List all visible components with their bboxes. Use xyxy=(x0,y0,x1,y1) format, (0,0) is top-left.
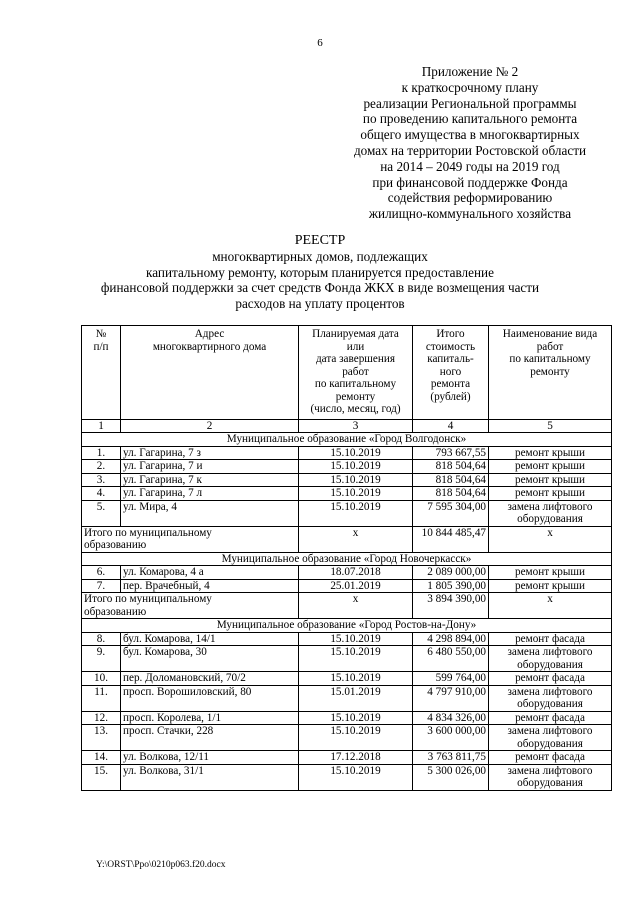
row-address: ул. Гагарина, 7 л xyxy=(121,487,299,501)
row-number: 11. xyxy=(82,685,121,711)
row-number: 4. xyxy=(82,487,121,501)
total-work-type: x xyxy=(489,526,612,552)
header-line: многоквартирного дома xyxy=(152,340,267,353)
row-number: 1. xyxy=(82,446,121,460)
row-date: 15.10.2019 xyxy=(299,446,413,460)
table-row xyxy=(82,672,612,686)
total-cost: 3 894 390,00 xyxy=(413,593,489,619)
row-work-type xyxy=(489,460,612,474)
header-line: стоимость xyxy=(425,340,476,353)
row-work-type xyxy=(489,487,612,501)
row-address: просп. Королева, 1/1 xyxy=(121,711,299,725)
row-address: пер. Врачебный, 4 xyxy=(121,579,299,593)
header-line: п/п xyxy=(93,340,109,353)
work-type-line: ремонт фасада xyxy=(515,751,585,763)
work-type-line: замена лифтового xyxy=(507,500,593,513)
row-number: 15. xyxy=(82,764,121,790)
work-type-line: замена лифтового xyxy=(507,646,593,658)
row-cost: 793 667,55 xyxy=(413,446,489,460)
appendix-line: по проведению капитального ремонта xyxy=(362,111,578,127)
register-subtitle-line: расходов на уплату процентов xyxy=(235,296,405,312)
header-date xyxy=(299,326,413,420)
work-type-line: ремонт крыши xyxy=(514,579,586,592)
table-row xyxy=(82,473,612,487)
header-line: Планируемая дата xyxy=(312,328,399,340)
header-line: Итого xyxy=(436,328,465,340)
header-work-type xyxy=(489,326,612,420)
total-label xyxy=(82,526,299,552)
row-cost: 3 600 000,00 xyxy=(413,725,489,751)
row-work-type xyxy=(489,632,612,646)
row-cost: 3 763 811,75 xyxy=(413,751,489,765)
row-date: 15.10.2019 xyxy=(299,672,413,686)
header-line: ремонту xyxy=(530,365,570,378)
total-row xyxy=(82,526,612,552)
work-type-line: замена лифтового xyxy=(507,725,593,737)
register-table xyxy=(81,325,612,791)
row-address: просп. Ворошиловский, 80 xyxy=(121,685,299,711)
work-type-line: замена лифтового xyxy=(507,685,593,698)
row-work-type xyxy=(489,685,612,711)
row-number: 5. xyxy=(82,500,121,526)
total-date: x xyxy=(299,526,413,552)
column-number: 3 xyxy=(299,419,413,433)
section-title: Муниципальное образование «Город Волгодонск» xyxy=(82,433,612,447)
row-number: 14. xyxy=(82,751,121,765)
total-label-line: Итого по муниципальному xyxy=(84,526,212,539)
row-work-type xyxy=(489,446,612,460)
work-type-line: замена лифтового xyxy=(507,764,593,777)
table-body xyxy=(82,433,612,791)
register-subtitle xyxy=(60,249,580,312)
page-number: 6 xyxy=(317,37,323,49)
row-work-type xyxy=(489,500,612,526)
header-address xyxy=(121,326,299,420)
file-path-footer: Y:\ORST\Ppo\0210p063.f20.docx xyxy=(96,860,226,870)
header-line: (число, месяц, год) xyxy=(310,403,401,415)
row-cost: 599 764,00 xyxy=(413,672,489,686)
row-address: ул. Волкова, 31/1 xyxy=(121,764,299,790)
header-line: ного xyxy=(439,365,462,378)
table-header-row xyxy=(82,326,612,420)
row-cost: 4 797 910,00 xyxy=(413,685,489,711)
row-address: просп. Стачки, 228 xyxy=(121,725,299,751)
work-type-line: ремонт крыши xyxy=(514,460,586,472)
column-number: 2 xyxy=(121,419,299,433)
section-title: Муниципальное образование «Город Новочеркасск» xyxy=(82,552,612,566)
row-date: 15.10.2019 xyxy=(299,487,413,501)
row-work-type xyxy=(489,566,612,580)
work-type-line: оборудования xyxy=(517,737,583,750)
row-cost: 4 298 894,00 xyxy=(413,632,489,646)
row-number: 2. xyxy=(82,460,121,474)
header-number xyxy=(82,326,121,420)
column-number: 5 xyxy=(489,419,612,433)
header-line: дата завершения xyxy=(315,353,396,365)
row-work-type xyxy=(489,711,612,725)
appendix-line: общего имущества в многоквартирных xyxy=(360,127,580,143)
total-work-type: x xyxy=(489,593,612,619)
row-address: ул. Комарова, 4 а xyxy=(121,566,299,580)
row-work-type xyxy=(489,672,612,686)
row-date: 15.01.2019 xyxy=(299,685,413,711)
row-address: бул. Комарова, 14/1 xyxy=(121,632,299,646)
table-row xyxy=(82,460,612,474)
total-cost: 10 844 485,47 xyxy=(413,526,489,552)
header-line: ремонта xyxy=(430,378,471,390)
total-date: x xyxy=(299,593,413,619)
header-line: (рублей) xyxy=(430,390,471,403)
total-label-line: Итого по муниципальному xyxy=(84,593,212,605)
row-date: 15.10.2019 xyxy=(299,500,413,526)
row-address: ул. Гагарина, 7 з xyxy=(121,446,299,460)
table-row xyxy=(82,632,612,646)
work-type-line: ремонт фасада xyxy=(515,711,585,724)
table-row xyxy=(82,685,612,711)
column-number: 4 xyxy=(413,419,489,433)
row-work-type xyxy=(489,725,612,751)
row-date: 15.10.2019 xyxy=(299,764,413,790)
row-work-type xyxy=(489,646,612,672)
register-heading: РЕЕСТР xyxy=(294,233,346,248)
row-number: 13. xyxy=(82,725,121,751)
row-number: 7. xyxy=(82,579,121,593)
column-number: 1 xyxy=(82,419,121,433)
total-row xyxy=(82,593,612,619)
table-row xyxy=(82,446,612,460)
row-address: пер. Доломановский, 70/2 xyxy=(121,672,299,686)
table-row xyxy=(82,500,612,526)
header-line: Наименование вида xyxy=(502,328,598,340)
row-work-type xyxy=(489,751,612,765)
row-number: 10. xyxy=(82,672,121,686)
table-row xyxy=(82,725,612,751)
row-number: 8. xyxy=(82,632,121,646)
appendix-block xyxy=(320,64,620,222)
header-line: или xyxy=(346,340,365,353)
header-line: по капитальному xyxy=(509,353,591,365)
row-number: 12. xyxy=(82,711,121,725)
row-cost: 818 504,64 xyxy=(413,473,489,487)
row-cost: 1 805 390,00 xyxy=(413,579,489,593)
row-date: 18.07.2018 xyxy=(299,566,413,580)
work-type-line: оборудования xyxy=(517,777,583,789)
row-date: 25.01.2019 xyxy=(299,579,413,593)
row-number: 6. xyxy=(82,566,121,580)
table-row xyxy=(82,566,612,580)
section-title: Муниципальное образование «Город Ростов-на-Дону» xyxy=(82,619,612,633)
row-cost: 4 834 326,00 xyxy=(413,711,489,725)
row-cost: 818 504,64 xyxy=(413,460,489,474)
appendix-line: домах на территории Ростовской области xyxy=(353,142,587,158)
appendix-line: реализации Региональной программы xyxy=(363,95,577,111)
appendix-line: содействия реформированию xyxy=(387,190,553,206)
work-type-line: ремонт крыши xyxy=(514,487,586,499)
appendix-line: к краткосрочному плану xyxy=(401,79,539,95)
appendix-line: жилищно-коммунального хозяйства xyxy=(368,206,572,222)
work-type-line: ремонт крыши xyxy=(514,566,586,578)
row-date: 15.10.2019 xyxy=(299,632,413,646)
row-cost: 6 480 550,00 xyxy=(413,646,489,672)
header-line: ремонту xyxy=(335,390,376,403)
row-date: 15.10.2019 xyxy=(299,711,413,725)
table-row xyxy=(82,764,612,790)
work-type-line: ремонт крыши xyxy=(514,446,586,459)
appendix-line: на 2014 – 2049 годы на 2019 год xyxy=(380,158,560,174)
row-work-type xyxy=(489,579,612,593)
table-row xyxy=(82,711,612,725)
header-line: № xyxy=(95,328,107,340)
work-type-line: ремонт крыши xyxy=(514,473,586,486)
table-row xyxy=(82,751,612,765)
register-subtitle-line: многоквартирных домов, подлежащих xyxy=(212,248,428,264)
row-number: 9. xyxy=(82,646,121,672)
total-label-line: образованию xyxy=(84,605,147,618)
header-line: капиталь- xyxy=(427,353,474,365)
work-type-line: оборудования xyxy=(517,658,583,671)
table-row xyxy=(82,487,612,501)
row-address: бул. Комарова, 30 xyxy=(121,646,299,672)
row-cost: 5 300 026,00 xyxy=(413,764,489,790)
header-line: по капитальному xyxy=(314,378,397,390)
row-address: ул. Гагарина, 7 и xyxy=(121,460,299,474)
row-date: 15.10.2019 xyxy=(299,460,413,474)
header-cost xyxy=(413,326,489,420)
row-work-type xyxy=(489,764,612,790)
section-row xyxy=(82,433,612,447)
work-type-line: оборудования xyxy=(517,513,583,525)
total-label-line: образованию xyxy=(84,539,147,551)
row-cost: 2 089 000,00 xyxy=(413,566,489,580)
row-address: ул. Гагарина, 7 к xyxy=(121,473,299,487)
register-subtitle-line: финансовой поддержки за счет средств Фонда ЖКХ в виде возмещения части xyxy=(100,280,540,296)
row-date: 15.10.2019 xyxy=(299,725,413,751)
appendix-line: при финансовой поддержке Фонда xyxy=(372,174,568,190)
row-work-type xyxy=(489,473,612,487)
work-type-line: ремонт фасада xyxy=(515,672,585,684)
appendix-line: Приложение № 2 xyxy=(421,64,519,79)
header-line: работ xyxy=(536,340,564,353)
row-date: 15.10.2019 xyxy=(299,473,413,487)
column-number-row xyxy=(82,419,612,433)
section-row xyxy=(82,619,612,633)
work-type-line: оборудования xyxy=(517,698,583,710)
header-line: Адрес xyxy=(194,328,225,340)
row-number: 3. xyxy=(82,473,121,487)
row-cost: 7 595 304,00 xyxy=(413,500,489,526)
row-address: ул. Волкова, 12/11 xyxy=(121,751,299,765)
header-line: работ xyxy=(342,365,369,378)
section-row xyxy=(82,552,612,566)
register-subtitle-line: капитальному ремонту, которым планируется предоставление xyxy=(146,264,494,280)
row-address: ул. Мира, 4 xyxy=(121,500,299,526)
row-date: 15.10.2019 xyxy=(299,646,413,672)
table-row xyxy=(82,646,612,672)
work-type-line: ремонт фасада xyxy=(515,632,585,645)
total-label xyxy=(82,593,299,619)
register-title xyxy=(60,233,580,312)
table-row xyxy=(82,579,612,593)
row-cost: 818 504,64 xyxy=(413,487,489,501)
row-date: 17.12.2018 xyxy=(299,751,413,765)
